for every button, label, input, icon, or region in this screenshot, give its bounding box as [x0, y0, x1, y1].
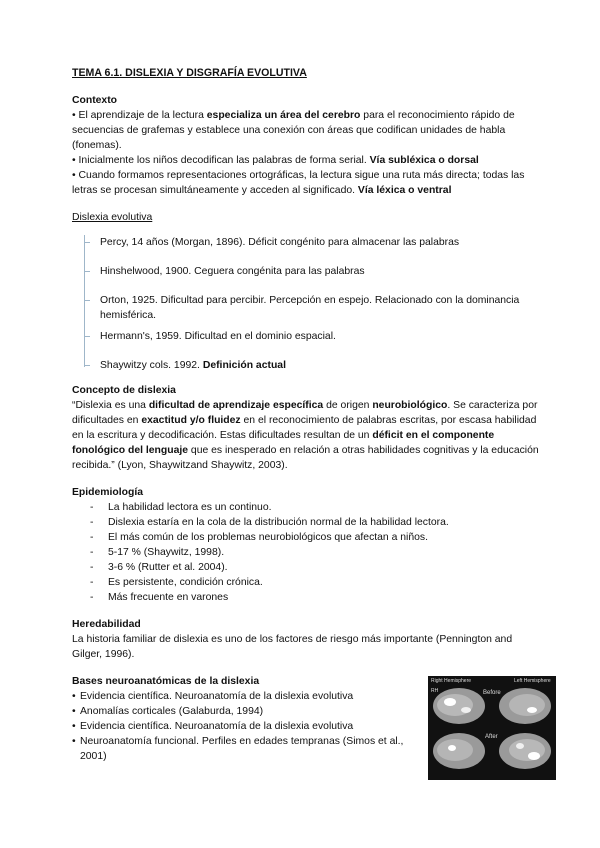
list-item: - 5-17 % (Shaywitz, 1998). [72, 545, 542, 560]
text: Cuando formamos representaciones ortográficas, la lectura sigue una ruta más directa; todas las letras se procesan simultáneamente y acceden al significado. [72, 170, 525, 196]
timeline-tick [84, 300, 90, 301]
text: Inicialmente los niños decodifican las palabras de forma serial. [78, 155, 370, 166]
brain-bottom-right [499, 733, 551, 769]
epidemiologia-list [72, 500, 542, 605]
bases-list [72, 689, 412, 764]
bases-heading: Bases neuroanatómicas de la dislexia [72, 676, 260, 687]
bold-text: neurobiológico [372, 400, 448, 411]
timeline-line [84, 235, 85, 367]
section-concepto [72, 383, 542, 473]
text: . Se caracteriza por dificultades en [72, 400, 538, 426]
timeline-text: Orton, 1925. Dificultad para percibir. Percepción en espejo. Relacionado con la dominancia hemisférica. [100, 295, 520, 321]
sub-list-item: • Neuroanatomía funcional. Perfiles en edades tempranas (Simos et al., 2001) [72, 734, 412, 764]
heredabilidad-heading: Heredabilidad [72, 619, 141, 630]
section-heredabilidad [72, 617, 542, 662]
text: “Dislexia es una [72, 400, 149, 411]
epidemiologia-heading: Epidemiología [72, 487, 144, 498]
bases-text [72, 674, 412, 764]
brain-scan-figure [428, 676, 556, 780]
timeline-text: Hermann's, 1959. Dificultad en el dominio espacial. [100, 331, 336, 342]
contexto-paragraph-1: • El aprendizaje de la lectura especializa un área del cerebro para el reconocimiento rápido de secuencias de grafemas y establece una conexión con áreas que codifican unidades de habla (fonemas). [72, 110, 515, 151]
timeline-text: Hinshelwood, 1900. Ceguera congénita para las palabras [100, 266, 365, 277]
sub-list [80, 704, 412, 719]
heredabilidad-text: La historia familiar de dislexia es uno de los factores de riesgo más importante (Pennington and Gilger, 1996). [72, 634, 513, 660]
contexto-heading: Contexto [72, 95, 118, 106]
bold-text: especializa un área del cerebro [206, 110, 361, 121]
text: de origen [323, 400, 373, 411]
timeline-item [100, 293, 542, 323]
section-bases [72, 674, 551, 764]
timeline-item [100, 358, 542, 373]
timeline-text: Percy, 14 años (Morgan, 1896). Déficit congénito para almacenar las palabras [100, 237, 460, 248]
concepto-paragraph [72, 398, 542, 473]
bold-text: dificultad de aprendizaje específica [148, 400, 324, 411]
figure-label-right-hemisphere: Right Hemisphere [431, 678, 472, 684]
timeline-tick [84, 242, 90, 243]
list-item: - Es persistente, condición crónica. [72, 575, 542, 590]
section-contexto [72, 93, 542, 198]
figure-label-left-hemisphere: Left Hemisphere [514, 678, 551, 684]
list-item: - Dislexia estaría en la cola de la distribución normal de la habilidad lectora. [72, 515, 542, 530]
text: Evidencia científica. Neuroanatomía de la dislexia evolutiva [80, 721, 354, 732]
concepto-heading: Concepto de dislexia [72, 385, 176, 396]
timeline-text: Shaywitzy cols. 1992. [100, 360, 203, 371]
contexto-paragraph-3: • Cuando formamos representaciones ortográficas, la lectura sigue una ruta más directa; todas las letras se procesan simultáneamente y acceden al significado. Vía léxica o ventral [72, 170, 525, 196]
text: Evidencia científica. Neuroanatomía de la dislexia evolutiva [80, 691, 354, 702]
timeline-item [100, 329, 542, 344]
text: para el reconocimiento rápido de secuencias de grafemas y establece una conexión con áreas que codifican unidades de habla (fonemas). [72, 110, 515, 151]
list-item: - Más frecuente en varones [72, 590, 542, 605]
timeline-tick [84, 365, 90, 366]
brain-top-right [499, 688, 551, 724]
brain-bottom-left [433, 733, 485, 769]
bold-text: Vía subléxica o dorsal [369, 155, 479, 166]
text: El aprendizaje de la lectura [78, 110, 207, 121]
bold-text: exactitud y/o fluidez [141, 415, 241, 426]
list-item: - 3-6 % (Rutter et al. 2004). [72, 560, 542, 575]
bold-text: déficit en el componente fonológico del lenguaje [72, 430, 495, 456]
bold-text: Vía léxica o ventral [357, 185, 452, 196]
dislexia-evolutiva-heading: Dislexia evolutiva [72, 212, 153, 223]
timeline-item [100, 264, 542, 279]
figure-label-after: After [485, 734, 498, 740]
document-page [72, 66, 551, 764]
sub-list-item: • Anomalías corticales (Galaburda, 1994) [72, 704, 412, 719]
list-item [72, 719, 412, 764]
figure-label-side: RH [431, 688, 439, 694]
brain-top-left [433, 688, 485, 724]
text: que es inesperado en relación a otras habilidades cognitivas y la educación recibida.” (Lyon, Shaywitzand Shaywitz, 2003). [72, 445, 539, 471]
timeline-tick [84, 271, 90, 272]
section-epidemiologia [72, 485, 542, 605]
page-title: TEMA 6.1. DISLEXIA Y DISGRAFÍA EVOLUTIVA [72, 67, 307, 79]
list-item: - El más común de los problemas neurobiológicos que afectan a niños. [72, 530, 542, 545]
history-timeline [72, 235, 542, 373]
sub-list [80, 734, 412, 764]
timeline-tick [84, 336, 90, 337]
text: en el reconocimiento de palabras escritas, por escasa habilidad en la escritura y decodificación. Estas dificultades resultan de un [72, 415, 537, 441]
bold-text: Definición actual [202, 360, 286, 371]
contexto-paragraph-2: • Inicialmente los niños decodifican las palabras de forma serial. Vía subléxica o dorsal [72, 155, 479, 166]
list-item [72, 689, 412, 719]
figure-label-before: Before [483, 690, 501, 696]
timeline-item [100, 235, 542, 250]
list-item: - La habilidad lectora es un continuo. [72, 500, 542, 515]
